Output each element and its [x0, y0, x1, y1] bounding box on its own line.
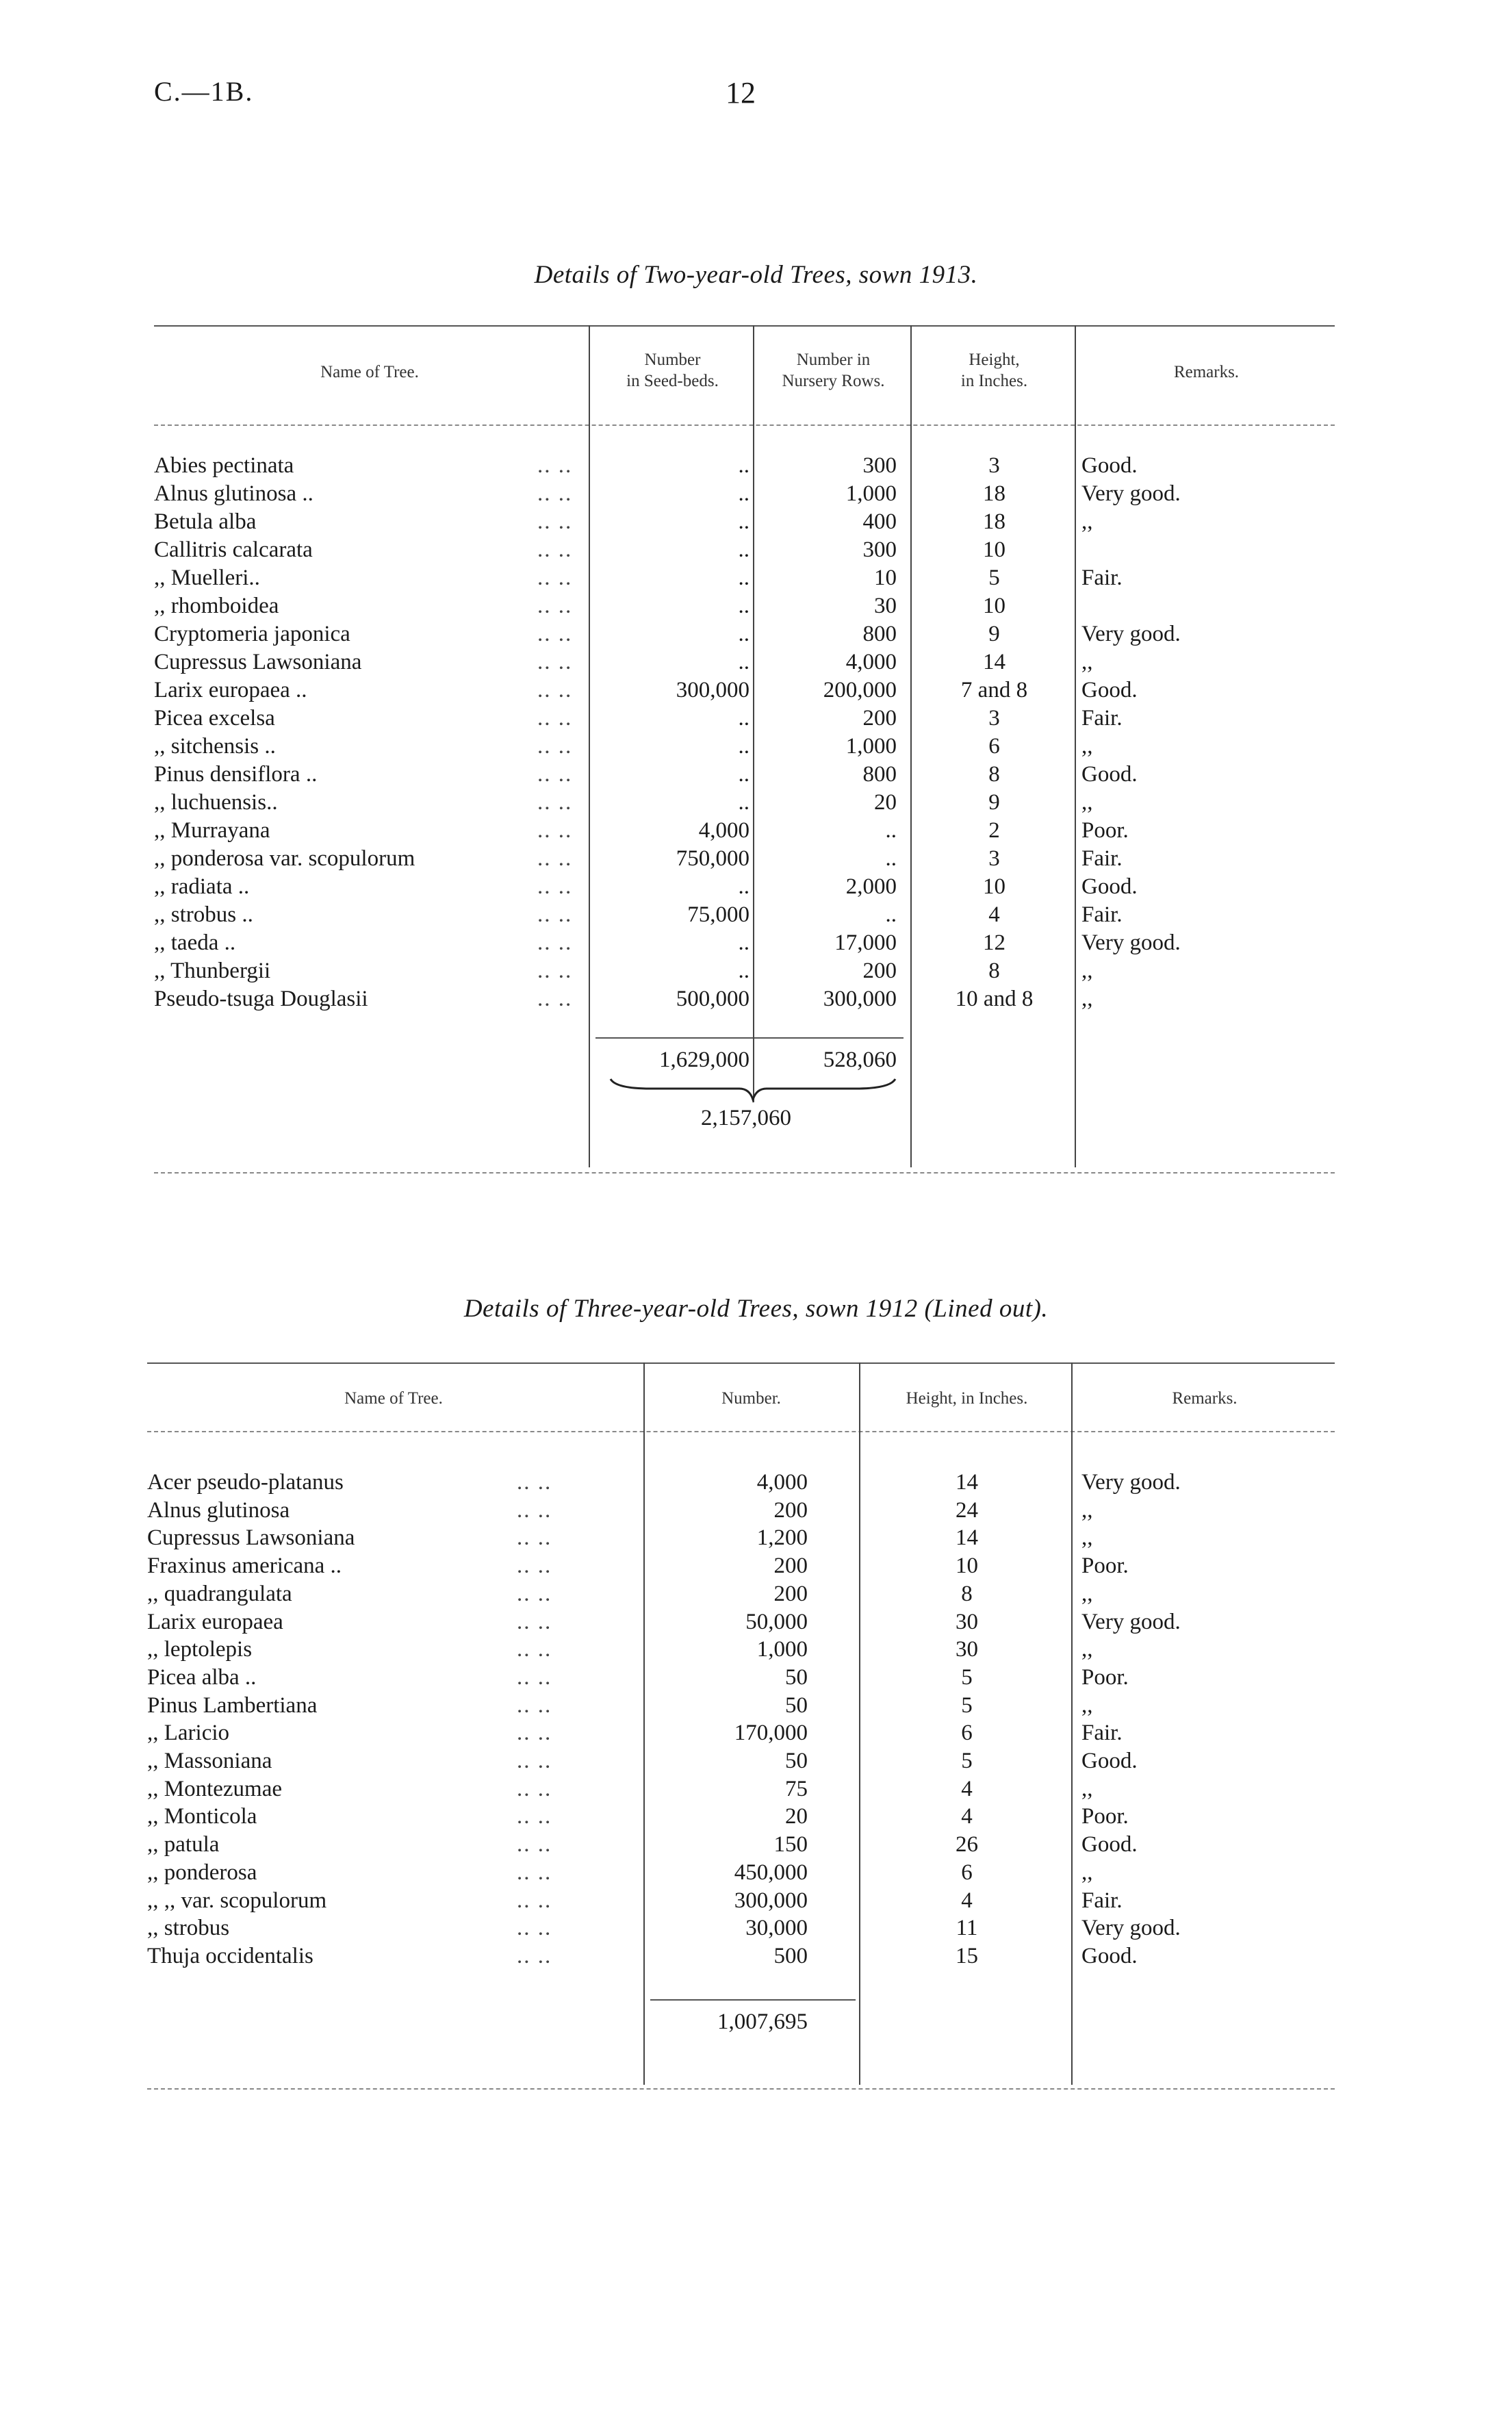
leader-dots: .. ..: [537, 902, 573, 927]
leader-dots: .. ..: [537, 594, 573, 618]
tree-name: Pseudo-tsuga Douglasii: [154, 987, 368, 1011]
remarks: ,,: [1081, 650, 1093, 674]
height-inches: 3: [988, 706, 1000, 731]
table2-bottom-rule: [147, 2088, 1335, 2090]
seed-beds-count: 500,000: [676, 987, 749, 1011]
leader-dots: .. ..: [537, 874, 573, 899]
remarks: ,,: [1081, 734, 1093, 759]
height-inches: 11: [956, 1916, 978, 1941]
tree-name: ,, strobus: [147, 1916, 230, 1941]
tree-count: 200: [773, 1581, 808, 1606]
tree-count: 200: [773, 1497, 808, 1523]
table2-header-rule: [147, 1431, 1335, 1432]
tree-name: ,, patula: [147, 1832, 220, 1857]
height-inches: 8: [988, 762, 1000, 787]
height-inches: 6: [961, 1721, 973, 1746]
tree-name: ,, Laricio: [147, 1721, 230, 1746]
remarks: ,,: [1081, 1637, 1093, 1662]
tree-name: ,, Massoniana: [147, 1749, 272, 1773]
tree-name: ,, sitchensis ..: [154, 734, 276, 759]
document-reference: C.—1B.: [154, 76, 254, 107]
remarks: Good.: [1081, 1943, 1138, 1968]
nursery-rows-count: 800: [862, 762, 897, 787]
remarks: Poor.: [1081, 818, 1129, 843]
height-inches: 5: [961, 1749, 973, 1773]
remarks: Fair.: [1081, 902, 1123, 927]
height-inches: 18: [983, 509, 1005, 534]
tree-count: 200: [773, 1553, 808, 1579]
nursery-rows-count: 300: [862, 453, 897, 478]
table-row: [147, 1859, 1335, 1887]
table2-total: 1,007,695: [717, 2009, 808, 2034]
table2-header-remarks: Remarks.: [1172, 1389, 1238, 1408]
remarks: Very good.: [1081, 1609, 1181, 1634]
nursery-rows-count: ..: [885, 846, 897, 871]
height-inches: 24: [956, 1497, 978, 1523]
nursery-rows-count: 1,000: [845, 481, 897, 506]
remarks: Good.: [1081, 678, 1138, 702]
table-row: [147, 1608, 1335, 1636]
tree-name: Larix europaea ..: [154, 678, 307, 702]
tree-count: 300,000: [734, 1888, 808, 1913]
nursery-rows-count: 200: [862, 959, 897, 983]
tree-count: 50: [785, 1664, 808, 1690]
nursery-rows-count: 17,000: [834, 930, 897, 955]
leader-dots: .. ..: [537, 734, 573, 759]
seed-beds-count: ..: [738, 537, 749, 562]
remarks: ,,: [1081, 1497, 1093, 1523]
leader-dots: .. ..: [517, 1609, 552, 1634]
remarks: Good.: [1081, 762, 1138, 787]
height-inches: 8: [988, 959, 1000, 983]
leader-dots: .. ..: [517, 1721, 552, 1746]
table-row: [147, 1719, 1335, 1747]
height-inches: 4: [961, 1776, 973, 1801]
table2-header-name: Name of Tree.: [344, 1389, 443, 1408]
tree-name: Fraxinus americana ..: [147, 1553, 342, 1579]
tree-name: ,, Montezumae: [147, 1776, 283, 1801]
table1-total-nursery-rows: 528,060: [823, 1048, 897, 1072]
remarks: Very good.: [1081, 622, 1181, 646]
table1-grand-total: 2,157,060: [701, 1106, 791, 1130]
tree-name: ,, strobus ..: [154, 902, 253, 927]
tree-name: ,, ponderosa var. scopulorum: [154, 846, 415, 871]
height-inches: 12: [983, 930, 1005, 955]
tree-name: Abies pectinata: [154, 453, 294, 478]
remarks: ,,: [1081, 959, 1093, 983]
table-row: [147, 1580, 1335, 1608]
tree-count: 50: [785, 1749, 808, 1773]
height-inches: 3: [988, 846, 1000, 871]
remarks: ,,: [1081, 1525, 1093, 1551]
leader-dots: .. ..: [537, 453, 573, 478]
tree-count: 75: [785, 1776, 808, 1801]
remarks: Fair.: [1081, 1721, 1123, 1746]
tree-name: ,, radiata ..: [154, 874, 250, 899]
height-inches: 14: [956, 1470, 978, 1495]
height-inches: 6: [961, 1860, 973, 1885]
height-inches: 18: [983, 481, 1005, 506]
seed-beds-count: ..: [738, 566, 749, 590]
remarks: ,,: [1081, 987, 1093, 1011]
height-inches: 26: [956, 1832, 978, 1857]
seed-beds-count: ..: [738, 509, 749, 534]
tree-name: ,, luchuensis..: [154, 790, 278, 815]
tree-count: 450,000: [734, 1860, 808, 1885]
remarks: Very good.: [1081, 930, 1181, 955]
tree-name: Thuja occidentalis: [147, 1943, 313, 1968]
table1-header-name: Name of Tree.: [320, 363, 419, 381]
table1-header-seed-beds-line1: Number: [644, 351, 701, 369]
tree-name: Alnus glutinosa ..: [154, 481, 313, 506]
height-inches: 2: [988, 818, 1000, 843]
remarks: Poor.: [1081, 1804, 1129, 1829]
height-inches: 30: [956, 1609, 978, 1634]
leader-dots: .. ..: [517, 1943, 552, 1968]
leader-dots: .. ..: [537, 537, 573, 562]
height-inches: 10: [983, 537, 1005, 562]
tree-count: 500: [773, 1943, 808, 1968]
leader-dots: .. ..: [537, 987, 573, 1011]
remarks: Good.: [1081, 874, 1138, 899]
table-row: [147, 1636, 1335, 1664]
height-inches: 8: [961, 1581, 973, 1606]
table-row: [147, 1803, 1335, 1831]
table-row: [147, 1692, 1335, 1720]
seed-beds-count: ..: [738, 706, 749, 731]
tree-name: ,, taeda ..: [154, 930, 236, 955]
remarks: Good.: [1081, 1832, 1138, 1857]
tree-name: Alnus glutinosa: [147, 1497, 290, 1523]
tree-name: Picea alba ..: [147, 1664, 257, 1690]
leader-dots: .. ..: [517, 1553, 552, 1579]
height-inches: 10: [956, 1553, 978, 1579]
tree-count: 20: [785, 1804, 808, 1829]
leader-dots: .. ..: [517, 1664, 552, 1690]
height-inches: 5: [961, 1664, 973, 1690]
seed-beds-count: ..: [738, 622, 749, 646]
tree-name: ,, leptolepis: [147, 1637, 253, 1662]
leader-dots: .. ..: [517, 1749, 552, 1773]
remarks: ,,: [1081, 1581, 1093, 1606]
tree-name: ,, Murrayana: [154, 818, 270, 843]
height-inches: 15: [956, 1943, 978, 1968]
leader-dots: .. ..: [537, 509, 573, 534]
table1-total-seed-beds: 1,629,000: [659, 1048, 749, 1072]
tree-name: Pinus densiflora ..: [154, 762, 318, 787]
table1-header-height-line2: in Inches.: [960, 372, 1028, 390]
nursery-rows-count: 300: [862, 537, 897, 562]
seed-beds-count: ..: [738, 874, 749, 899]
table1-header-nursery-rows-line2: Nursery Rows.: [782, 372, 885, 390]
leader-dots: .. ..: [517, 1776, 552, 1801]
remarks: Fair.: [1081, 566, 1123, 590]
tree-name: ,, rhomboidea: [154, 594, 279, 618]
leader-dots: .. ..: [517, 1832, 552, 1857]
tree-name: ,, Muelleri..: [154, 566, 260, 590]
nursery-rows-count: 2,000: [845, 874, 897, 899]
leader-dots: .. ..: [537, 622, 573, 646]
seed-beds-count: 75,000: [687, 902, 749, 927]
seed-beds-count: ..: [738, 930, 749, 955]
tree-name: Pinus Lambertiana: [147, 1692, 318, 1718]
table-row: [147, 1942, 1335, 1970]
leader-dots: .. ..: [537, 846, 573, 871]
nursery-rows-count: 1,000: [845, 734, 897, 759]
leader-dots: .. ..: [537, 650, 573, 674]
table1-header-remarks: Remarks.: [1173, 363, 1240, 381]
leader-dots: .. ..: [537, 566, 573, 590]
remarks: Very good.: [1081, 1470, 1181, 1495]
nursery-rows-count: ..: [885, 902, 897, 927]
leader-dots: .. ..: [517, 1888, 552, 1913]
leader-dots: .. ..: [517, 1804, 552, 1829]
remarks: Fair.: [1081, 706, 1123, 731]
tree-name: Betula alba: [154, 509, 257, 534]
table-row: [147, 1524, 1335, 1552]
seed-beds-count: ..: [738, 650, 749, 674]
nursery-rows-count: 400: [862, 509, 897, 534]
seed-beds-count: 4,000: [698, 818, 749, 843]
height-inches: 30: [956, 1637, 978, 1662]
tree-name: Callitris calcarata: [154, 537, 313, 562]
height-inches: 4: [961, 1888, 973, 1913]
leader-dots: .. ..: [537, 790, 573, 815]
remarks: Very good.: [1081, 481, 1181, 506]
height-inches: 9: [988, 622, 1000, 646]
table-row: [147, 1469, 1335, 1497]
leader-dots: .. ..: [517, 1692, 552, 1718]
tree-name: Cupressus Lawsoniana: [147, 1525, 355, 1551]
height-inches: 9: [988, 790, 1000, 815]
height-inches: 5: [988, 566, 1000, 590]
tree-count: 1,200: [756, 1525, 808, 1551]
tree-name: ,, Monticola: [147, 1804, 257, 1829]
leader-dots: .. ..: [537, 706, 573, 731]
leader-dots: .. ..: [537, 959, 573, 983]
remarks: Good.: [1081, 453, 1138, 478]
table2-caption: Details of Three-year-old Trees, sown 1912 (Lined out).: [463, 1295, 1049, 1323]
table-row: [147, 1914, 1335, 1942]
height-inches: 14: [956, 1525, 978, 1551]
seed-beds-count: ..: [738, 790, 749, 815]
tree-name: ,, ponderosa: [147, 1860, 257, 1885]
leader-dots: .. ..: [517, 1637, 552, 1662]
table1-header-seed-beds-line2: in Seed-beds.: [626, 372, 719, 390]
table-row: [147, 1552, 1335, 1580]
seed-beds-count: ..: [738, 453, 749, 478]
remarks: Good.: [1081, 1749, 1138, 1773]
table-row: [147, 1747, 1335, 1775]
table-row: [147, 1887, 1335, 1915]
seed-beds-count: 300,000: [676, 678, 749, 702]
remarks: ,,: [1081, 509, 1093, 534]
height-inches: 7 and 8: [960, 678, 1028, 702]
remarks: Fair.: [1081, 1888, 1123, 1913]
tree-name: Larix europaea: [147, 1609, 283, 1634]
height-inches: 4: [961, 1804, 973, 1829]
nursery-rows-count: 200,000: [823, 678, 897, 702]
tree-count: 150: [773, 1832, 808, 1857]
leader-dots: .. ..: [517, 1497, 552, 1523]
tree-count: 50,000: [745, 1609, 808, 1634]
leader-dots: .. ..: [537, 762, 573, 787]
tree-count: 4,000: [756, 1470, 808, 1495]
leader-dots: .. ..: [517, 1525, 552, 1551]
tree-count: 50: [785, 1692, 808, 1718]
remarks: Fair.: [1081, 846, 1123, 871]
nursery-rows-count: 800: [862, 622, 897, 646]
leader-dots: .. ..: [517, 1860, 552, 1885]
tree-count: 170,000: [734, 1721, 808, 1746]
seed-beds-count: ..: [738, 762, 749, 787]
height-inches: 10: [983, 594, 1005, 618]
height-inches: 10 and 8: [955, 987, 1034, 1011]
nursery-rows-count: 200: [862, 706, 897, 731]
table2-sum-rule: [650, 1999, 856, 2001]
page-number: 12: [726, 76, 756, 110]
table2-top-rule: [147, 1362, 1335, 1364]
table-row: [147, 1831, 1335, 1859]
table1-header-nursery-rows-line1: Number in: [796, 351, 871, 369]
leader-dots: .. ..: [537, 481, 573, 506]
seed-beds-count: ..: [738, 594, 749, 618]
nursery-rows-count: 30: [874, 594, 897, 618]
height-inches: 4: [988, 902, 1000, 927]
seed-beds-count: ..: [738, 481, 749, 506]
remarks: ,,: [1081, 1692, 1093, 1718]
seed-beds-count: ..: [738, 734, 749, 759]
tree-count: 30,000: [745, 1916, 808, 1941]
remarks: ,,: [1081, 790, 1093, 815]
remarks: ,,: [1081, 1776, 1093, 1801]
table-row: [147, 1664, 1335, 1692]
seed-beds-count: 750,000: [676, 846, 749, 871]
table2-header-height: Height, in Inches.: [906, 1389, 1028, 1408]
height-inches: 14: [983, 650, 1005, 674]
tree-name: Cryptomeria japonica: [154, 622, 350, 646]
leader-dots: .. ..: [537, 818, 573, 843]
tree-count: 1,000: [756, 1637, 808, 1662]
table-row: [147, 1775, 1335, 1803]
remarks: Very good.: [1081, 1916, 1181, 1941]
height-inches: 3: [988, 453, 1000, 478]
leader-dots: .. ..: [517, 1581, 552, 1606]
table2-header-number: Number.: [721, 1389, 781, 1408]
remarks: ,,: [1081, 1860, 1093, 1885]
table-row: [147, 1497, 1335, 1525]
tree-name: Acer pseudo-platanus: [147, 1470, 344, 1495]
tree-name: Cupressus Lawsoniana: [154, 650, 362, 674]
leader-dots: .. ..: [517, 1470, 552, 1495]
tree-name: ,, ,, var. scopulorum: [147, 1888, 327, 1913]
table1-header-height-line1: Height,: [969, 351, 1020, 369]
leader-dots: .. ..: [537, 930, 573, 955]
tree-name: ,, quadrangulata: [147, 1581, 292, 1606]
leader-dots: .. ..: [537, 678, 573, 702]
nursery-rows-count: 4,000: [845, 650, 897, 674]
nursery-rows-count: 300,000: [823, 987, 897, 1011]
tree-name: ,, Thunbergii: [154, 959, 271, 983]
nursery-rows-count: 20: [874, 790, 897, 815]
table1-caption: Details of Two-year-old Trees, sown 1913.: [534, 261, 978, 289]
height-inches: 5: [961, 1692, 973, 1718]
nursery-rows-count: ..: [885, 818, 897, 843]
height-inches: 10: [983, 874, 1005, 899]
tree-name: Picea excelsa: [154, 706, 275, 731]
remarks: Poor.: [1081, 1664, 1129, 1690]
leader-dots: .. ..: [517, 1916, 552, 1941]
remarks: Poor.: [1081, 1553, 1129, 1579]
height-inches: 6: [988, 734, 1000, 759]
nursery-rows-count: 10: [874, 566, 897, 590]
seed-beds-count: ..: [738, 959, 749, 983]
